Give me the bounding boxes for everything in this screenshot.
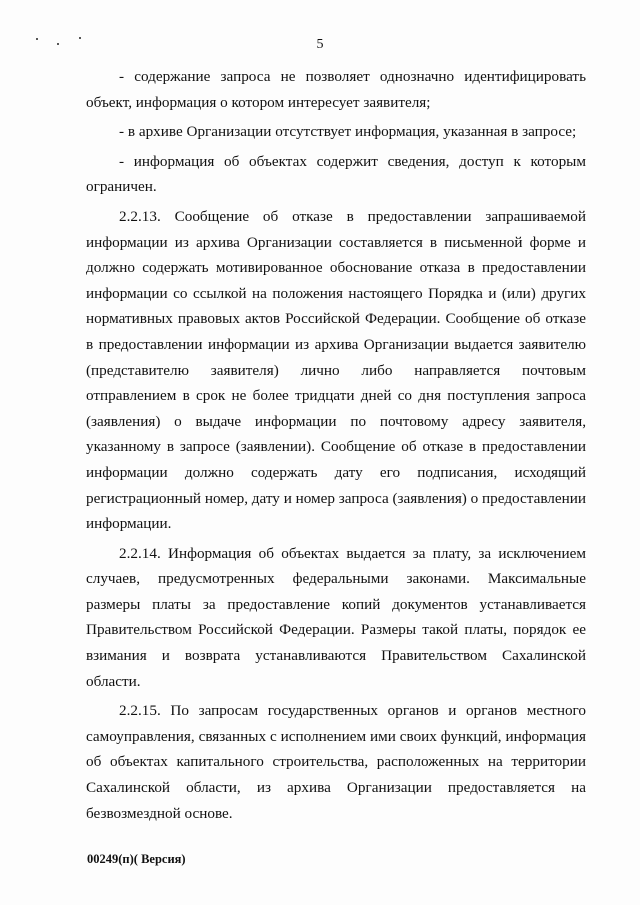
list-item-missing-information: - в архиве Организации отсутствует информация, указанная в запросе; bbox=[119, 123, 577, 141]
list-item-ambiguous-request: - содержание запроса не позволяет однозначно идентифицировать объект, информация о котором интересует заявителя; bbox=[86, 68, 586, 111]
page-number: 5 bbox=[316, 37, 324, 52]
paragraph-2-2-14: 2.2.14. Информация об объектах выдается за плату, за исключением случаев, предусмотренных федеральными законами. Максимальные размеры платы за предоставление копий документов устанавливается Правительством Российской Федерации. Размеры такой платы, порядок ее взимания и возврата устанавливаются Правительством Сахалинской области. bbox=[86, 544, 586, 690]
list-item-restricted-access: - информация об объектах содержит сведения, доступ к которым ограничен. bbox=[86, 152, 586, 196]
document-footer-code: 00249(п)( Версия) bbox=[87, 852, 186, 866]
document-body bbox=[86, 64, 586, 826]
paragraph-2-2-13: 2.2.13. Сообщение об отказе в предоставлении запрашиваемой информации из архива Организации составляется в письменной форме и должно содержать мотивированное обоснование отказа в предоставлении информации со ссылкой на положения настоящего Порядка и (или) других нормативных правовых актов Российской Федерации. Сообщение об отказе в предоставлении информации из архива Организации выдается заявителю (представителю заявителя) лично либо направляется почтовым отправлением в срок не более тридцати дней со дня поступления запроса (заявления) о выдаче информации по почтовому адресу заявителя, указанному в запросе (заявлении). Сообщение об отказе в предоставлении информации должно содержать дату его подписания, исходящий регистрационный номер, дату и номер запроса (заявления) о предоставлении информации. bbox=[86, 207, 586, 533]
paragraph-2-2-15: 2.2.15. По запросам государственных органов и органов местного самоуправления, связанных с исполнением ими своих функций, информация об объектах капитального строительства, расположенных на территории Сахалинской области, из архива Организации предоставляется на безвозмездной основе. bbox=[86, 702, 586, 822]
